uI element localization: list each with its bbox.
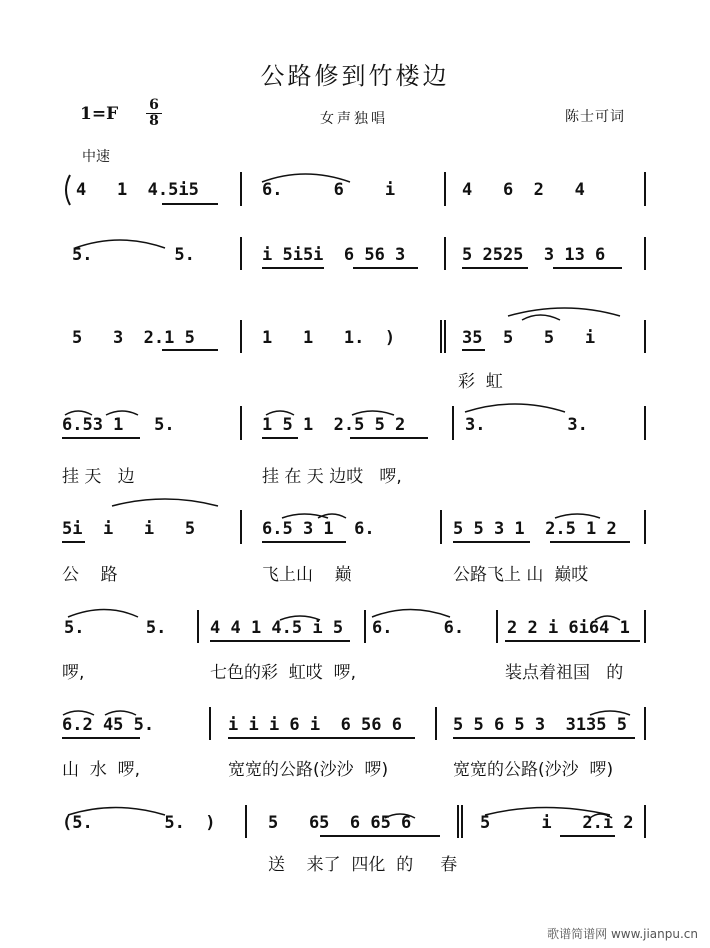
notes-r3-m3: 35 5 5 i [462,328,596,348]
lyrics-r8-1: 送 来了 四化 的 春 [268,855,458,875]
lyrics-r6-2: 七色的彩 虹哎 啰, [210,663,357,683]
performer-label: 女声独唱 [320,111,388,127]
notes-r8-m3: 5 i 2.i 2 [480,813,634,833]
notes-r4-m2: 1 5 1 2.5 5 2 [262,415,406,435]
notes-r1-m1: 4 1 4.5i5 [76,180,199,200]
lyrics-r5-1: 公 路 [62,565,118,585]
notes-r3-m1: 5 3 2.1 5 [72,328,195,348]
notes-r1-m3: 4 6 2 4 [462,180,585,200]
lyrics-r6-1: 啰, [62,663,85,683]
song-title: 公路修到竹楼边 [260,62,450,90]
notes-r7-m2: i i i 6 i 6 56 6 [228,715,402,735]
notes-r7-m1: 6.2 45 5. [62,715,155,735]
lyrics-r7-3: 宽宽的公路(沙沙 啰) [453,760,614,780]
notes-r5-m2: 6.5 3 1 6. [262,519,375,539]
notes-r6-m2: 4 4 1 4.5 i 5 [210,618,344,638]
notes-r3-m2: 1 1 1. ) [262,328,396,348]
key-signature: 1=F [80,104,119,124]
lyricist-label: 陈士可词 [565,109,625,125]
tempo-marking: 中速 [82,149,110,165]
notes-r8-m1: (5. 5. ) [62,813,216,833]
meter-denominator: 8 [149,113,159,129]
notes-r2-m3: 5 2525 3 13 6 [462,245,606,265]
lyrics-r4-1: 挂 天 边 [62,467,135,487]
site-watermark: 歌谱简谱网 www.jianpu.cn [547,927,698,941]
notes-r4-m1: 6.53 1 5. [62,415,175,435]
meter-numerator: 6 [149,97,159,113]
notes-r4-m3: 3. 3. [465,415,588,435]
lyrics-r7-1: 山 水 啰, [62,760,141,780]
notes-r6-m3: 6. 6. [372,618,465,638]
lyrics-r3-1: 彩 虹 [458,372,503,392]
notes-r6-m1: 5. 5. [64,618,167,638]
notes-r7-m3: 5 5 6 5 3 3135 5 [453,715,627,735]
lyrics-r4-2: 挂 在 天 边哎 啰, [262,467,402,487]
lyrics-r7-2: 宽宽的公路(沙沙 啰) [228,760,389,780]
lyrics-r5-2: 飞上山 巅 [262,565,352,585]
notes-r5-m1: 5i i i 5 [62,519,196,539]
notes-r1-m2: 6. 6 i [262,180,396,200]
notes-r2-m2: i 5i5i 6 56 3 [262,245,406,265]
lyrics-r6-3: 装点着祖国 的 [505,663,624,683]
notes-r8-m2: 5 65 6 65 6 [268,813,412,833]
notes-r2-m1: 5. 5. [72,245,195,265]
lyrics-r5-3: 公路飞上 山 巅哎 [453,565,589,585]
notes-r5-m3: 5 5 3 1 2.5 1 2 [453,519,617,539]
notes-r6-m4: 2 2 i 6i64 1 [507,618,630,638]
